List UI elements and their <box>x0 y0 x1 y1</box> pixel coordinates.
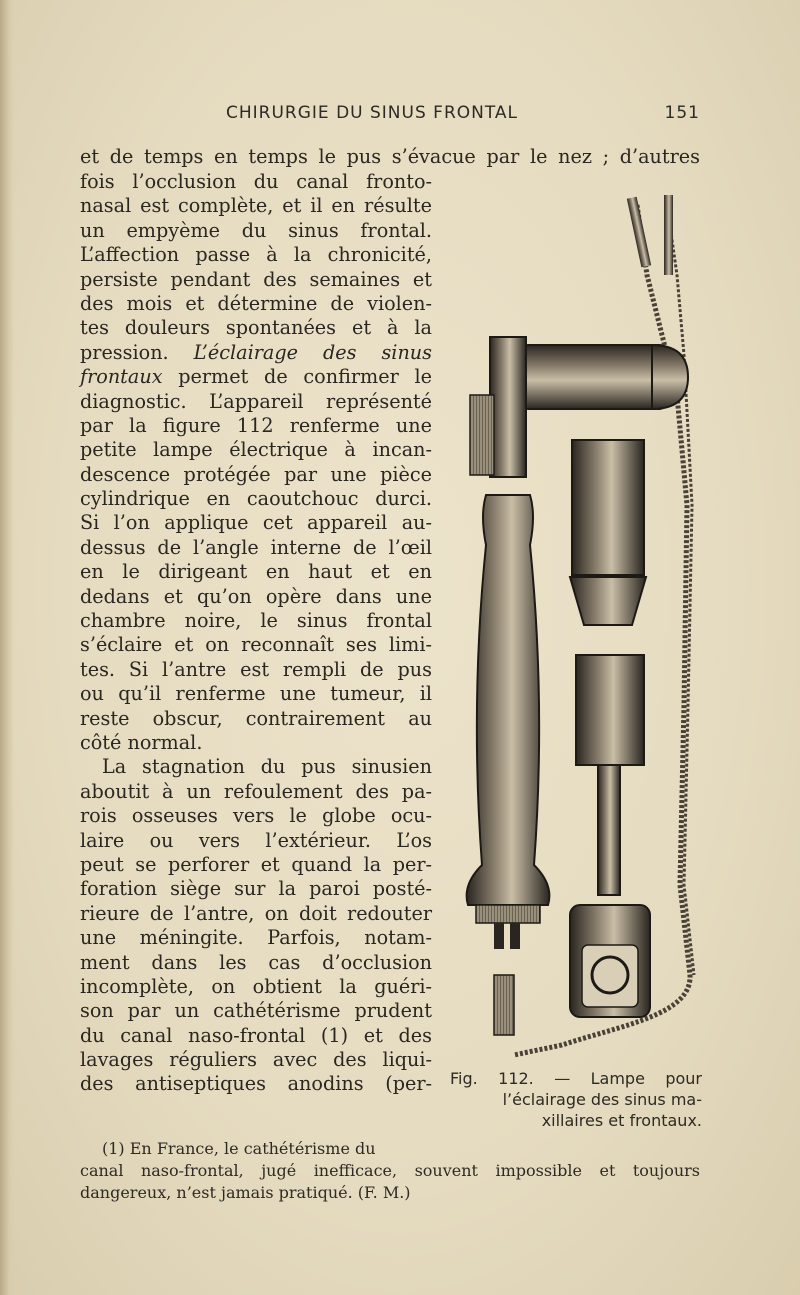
text-line: des antiseptiques anodins (per- <box>80 1072 432 1096</box>
text-line: descence protégée par une pièce <box>80 462 432 486</box>
running-header <box>80 103 700 129</box>
text-line: ou qu’il renferme une tumeur, il <box>80 682 432 706</box>
text-line: des mois et détermine de violen- <box>80 291 432 315</box>
text-line: peut se perforer et quand la per- <box>80 852 432 876</box>
figure-112 <box>452 185 702 1065</box>
text-line: rois osseuses vers le globe ocu- <box>80 804 432 828</box>
caption-line: l’éclairage des sinus ma- <box>502 1090 702 1109</box>
text-fragment: pression. <box>80 340 169 364</box>
italic-phrase: frontaux <box>80 365 163 389</box>
footnote-line: dangereux, n’est jamais pratiqué. (F. M.) <box>80 1183 411 1202</box>
caption-line: Fig. 112. — Lampe pour <box>450 1069 702 1088</box>
footnote-line: (1) En France, le cathétérisme du <box>102 1139 376 1158</box>
text-line: un empyème du sinus frontal. <box>80 218 432 242</box>
text-line: par la figure 112 renferme une <box>80 413 432 437</box>
text-line: son par un cathétérisme prudent <box>80 999 432 1023</box>
text-line: petite lampe électrique à incan- <box>80 438 432 462</box>
text-line: reste obscur, contrairement au <box>80 706 432 730</box>
text-line: tes douleurs spontanées et à la <box>80 316 432 340</box>
text-line: côté normal. <box>80 730 203 754</box>
text-line: lavages réguliers avec des liqui- <box>80 1048 432 1072</box>
text-line: ment dans les cas d’occlusion <box>80 950 432 974</box>
text-line: dessus de l’angle interne de l’œil <box>80 535 432 559</box>
text-line: incomplète, on obtient la guéri- <box>80 974 432 998</box>
page-number: 151 <box>664 103 700 123</box>
text-line: rieure de l’antre, on doit redouter <box>80 901 432 925</box>
transillumination-lamp-illustration <box>452 185 702 1065</box>
text-line: Si l’on applique cet appareil au- <box>80 511 432 535</box>
text-line: laire ou vers l’extérieur. L’os <box>80 828 432 852</box>
text-line: La stagnation du pus sinusien <box>102 755 432 779</box>
text-line: foration siège sur la paroi posté- <box>80 877 432 901</box>
text-line: diagnostic. L’appareil représenté <box>80 389 432 413</box>
text-line: L’affection passe à la chronicité, <box>80 243 432 267</box>
text-line: tes. Si l’antre est rempli de pus <box>80 657 432 681</box>
first-text-line: et de temps en temps le pus s’évacue par le nez ; d’autres <box>80 145 700 168</box>
caption-line: xillaires et frontaux. <box>541 1111 702 1130</box>
page-spine-shadow <box>0 0 14 1295</box>
text-line: aboutit à un refoulement des pa- <box>80 779 432 803</box>
text-line: du canal naso-frontal (1) et des <box>80 1023 432 1047</box>
text-line: cylindrique en caoutchouc durci. <box>80 487 432 511</box>
text-line: en le dirigeant en haut et en <box>80 560 432 584</box>
italic-phrase: L’éclairage des sinus <box>193 340 433 364</box>
text-line: persiste pendant des semaines et <box>80 267 432 291</box>
footnote-line: canal naso-frontal, jugé inefficace, souvent impossible et toujours <box>80 1161 700 1180</box>
text-line: nasal est complète, et il en résulte <box>80 194 432 218</box>
text-line: dedans et qu’on opère dans une <box>80 584 432 608</box>
text-fragment: permet de confirmer le <box>178 365 432 389</box>
text-line: s’éclaire et on reconnaît ses limi- <box>80 633 432 657</box>
text-line: fois l’occlusion du canal fronto- <box>80 170 432 193</box>
text-line: une méningite. Parfois, notam- <box>80 926 432 950</box>
text-line-with-italic <box>80 341 432 365</box>
text-line: chambre noire, le sinus frontal <box>80 609 432 633</box>
figure-caption <box>450 1068 702 1131</box>
text-line-with-italic <box>80 365 432 389</box>
running-title: CHIRURGIE DU SINUS FRONTAL <box>226 103 519 123</box>
footnote <box>80 1138 700 1204</box>
body-text-column <box>80 170 432 1097</box>
